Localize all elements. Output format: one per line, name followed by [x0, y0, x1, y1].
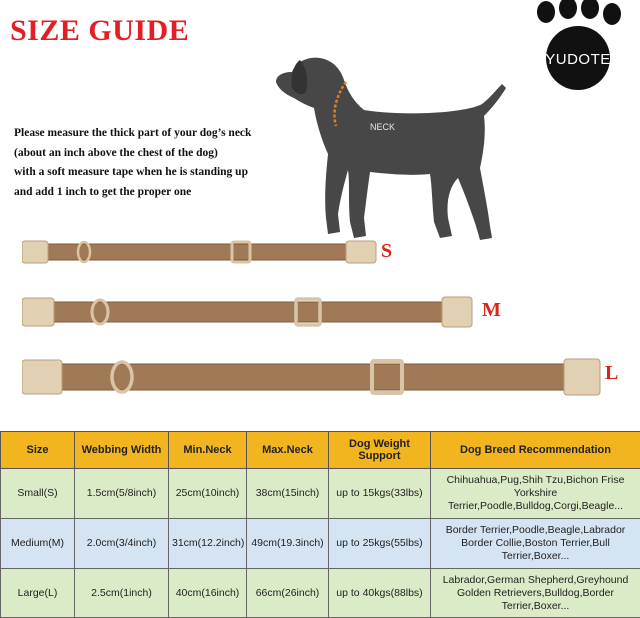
paw-print-icon [520, 0, 630, 92]
cell-max-neck: 38cm(15inch) [247, 469, 329, 519]
logo-text: YUDOTE [545, 51, 611, 68]
cell-min-neck: 31cm(12.2inch) [169, 519, 247, 569]
cell-size: Large(L) [1, 569, 75, 618]
cell-size: Small(S) [1, 469, 75, 519]
cell-size: Medium(M) [1, 519, 75, 569]
collar-small [22, 238, 378, 268]
instruction-line: (about an inch above the chest of the dog) [14, 144, 314, 164]
column-header-size: Size [1, 432, 75, 469]
page-title: SIZE GUIDE [10, 14, 189, 48]
table-row [1, 519, 640, 569]
size-table [0, 431, 640, 618]
neck-label: NECK [370, 122, 395, 132]
instruction-line: with a soft measure tape when he is standing up [14, 163, 314, 183]
size-letter-large: L [605, 362, 618, 385]
size-letter-small: S [381, 240, 392, 263]
table-row [1, 569, 640, 618]
column-header-webbing-width: Webbing Width [75, 432, 169, 469]
cell-breed: Labrador,German Shepherd,Greyhound Golden Retrievers,Bulldog,Border Terrier,Boxer... [431, 569, 640, 618]
size-letter-medium: M [482, 299, 501, 322]
table-header-row [1, 432, 640, 469]
column-header-weight-support: Dog Weight Support [329, 432, 431, 469]
measurement-instructions [14, 124, 314, 202]
cell-webbing-width: 2.0cm(3/4inch) [75, 519, 169, 569]
collar-large [22, 356, 602, 398]
cell-max-neck: 66cm(26inch) [247, 569, 329, 618]
cell-weight-support: up to 25kgs(55lbs) [329, 519, 431, 569]
cell-min-neck: 40cm(16inch) [169, 569, 247, 618]
cell-breed: Chihuahua,Pug,Shih Tzu,Bichon Frise Yorkshire Terrier,Poodle,Bulldog,Corgi,Beagle... [431, 469, 640, 519]
collar-medium [22, 294, 474, 330]
cell-max-neck: 49cm(19.3inch) [247, 519, 329, 569]
cell-min-neck: 25cm(10inch) [169, 469, 247, 519]
table-row [1, 469, 640, 519]
column-header-breed: Dog Breed Recommendation [431, 432, 640, 469]
column-header-max-neck: Max.Neck [247, 432, 329, 469]
instruction-line: Please measure the thick part of your dog’s neck [14, 124, 314, 144]
dog-silhouette-icon [270, 50, 510, 250]
cell-weight-support: up to 15kgs(33lbs) [329, 469, 431, 519]
cell-weight-support: up to 40kgs(88lbs) [329, 569, 431, 618]
cell-webbing-width: 1.5cm(5/8inch) [75, 469, 169, 519]
cell-breed: Border Terrier,Poodle,Beagle,Labrador Border Collie,Boston Terrier,Bull Terrier,Boxer... [431, 519, 640, 569]
column-header-min-neck: Min.Neck [169, 432, 247, 469]
cell-webbing-width: 2.5cm(1inch) [75, 569, 169, 618]
instruction-line: and add 1 inch to get the proper one [14, 183, 314, 203]
